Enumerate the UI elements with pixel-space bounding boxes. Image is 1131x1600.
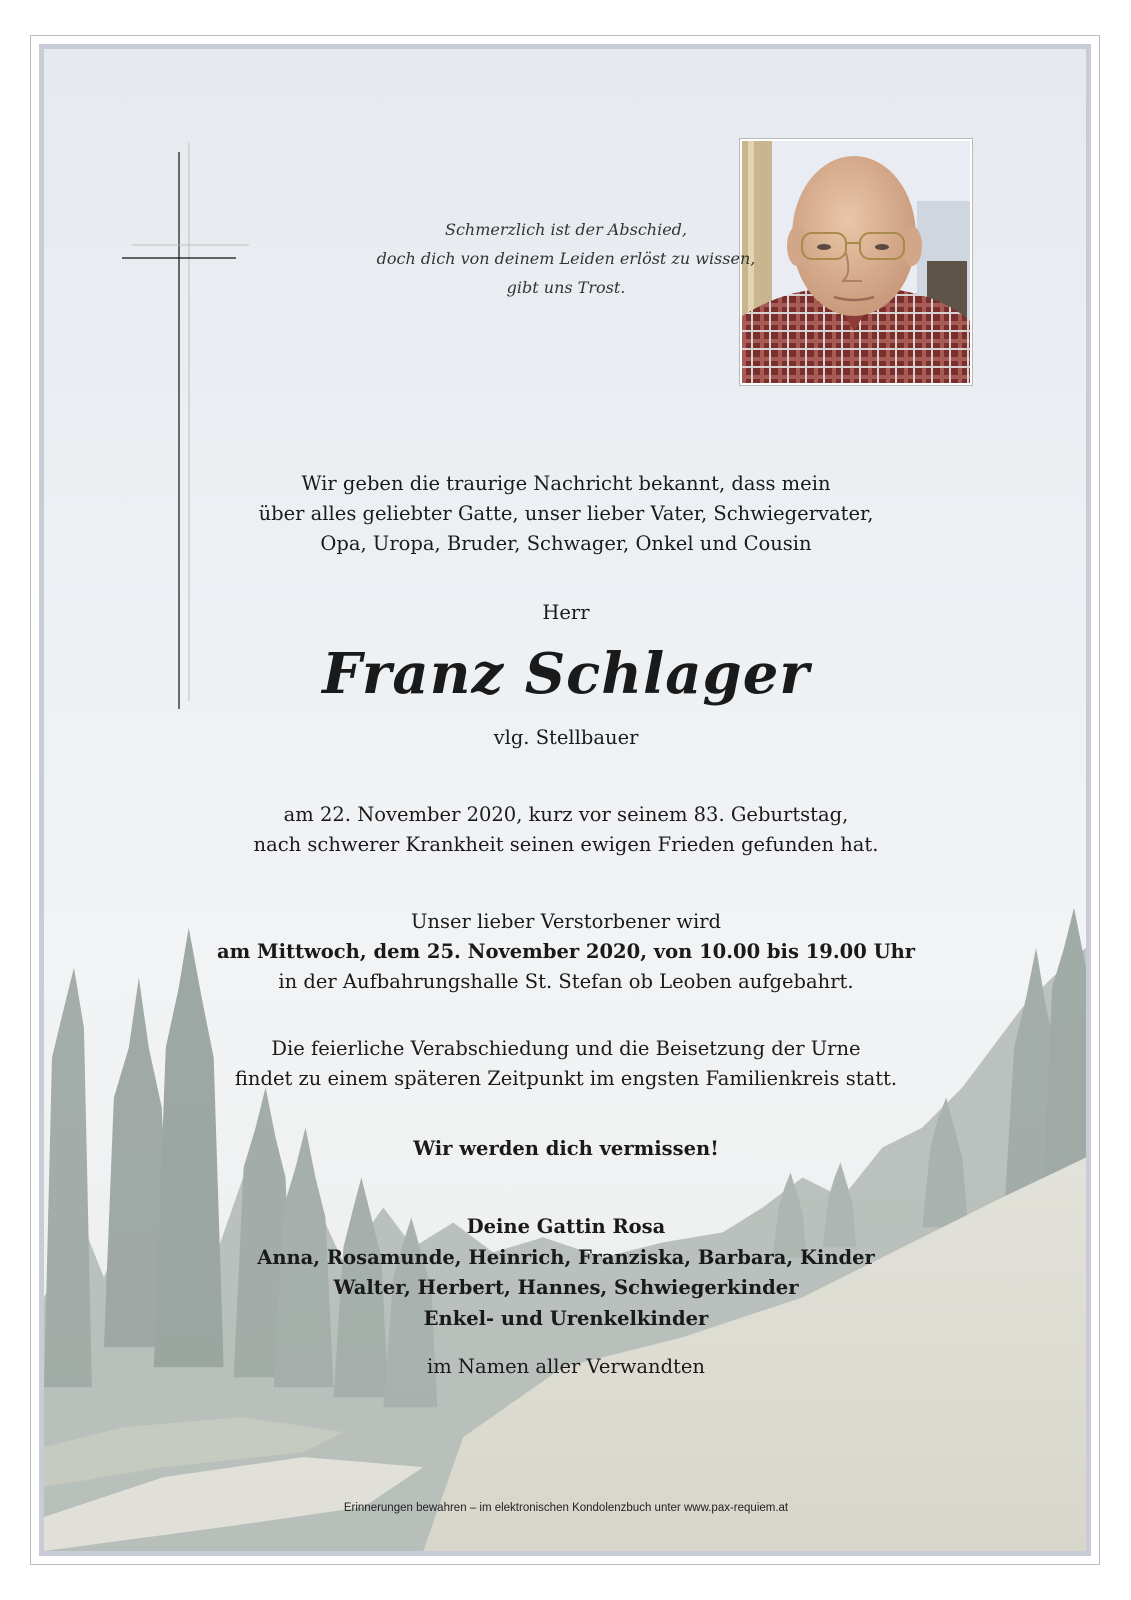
viewing-date: am Mittwoch, dem 25. November 2020, von 10.00 bis 19.00 Uhr — [216, 940, 916, 963]
motto-line: gibt uns Trost. — [506, 278, 626, 297]
viewing-info — [44, 907, 1088, 997]
farewell-line: Die feierliche Verabschiedung und die Beisetzung der Urne — [271, 1037, 861, 1060]
death-notice — [44, 800, 1088, 860]
closing-line: im Namen aller Verwandten — [426, 1355, 705, 1378]
death-notice-line: nach schwerer Krankheit seinen ewigen Frieden gefunden hat. — [253, 833, 879, 856]
motto-line: Schmerzlich ist der Abschied, — [444, 220, 687, 239]
intro-text — [44, 469, 1088, 559]
footer-note: Erinnerungen bewahren – im elektronischen Kondolenzbuch unter www.pax-requiem.at — [343, 1502, 789, 1514]
card — [39, 44, 1091, 1556]
miss-you-line: Wir werden dich vermissen! — [413, 1137, 719, 1160]
intro-line: Opa, Uropa, Bruder, Schwager, Onkel und Cousin — [320, 532, 812, 555]
vulgo-name: vlg. Stellbauer — [493, 726, 639, 749]
family-list — [44, 1212, 1088, 1334]
deceased-name: Franz Schlager — [322, 641, 810, 707]
viewing-line: Unser lieber Verstorbener wird — [410, 910, 722, 933]
viewing-line: in der Aufbahrungshalle St. Stefan ob Leoben aufgebahrt. — [278, 970, 854, 993]
family-line: Anna, Rosamunde, Heinrich, Franziska, Barbara, Kinder — [257, 1245, 875, 1269]
farewell-line: findet zu einem späteren Zeitpunkt im engsten Familienkreis statt. — [234, 1067, 898, 1090]
motto-line: doch dich von deinem Leiden erlöst zu wissen, — [376, 249, 756, 268]
salutation: Herr — [542, 601, 590, 624]
intro-line: Wir geben die traurige Nachricht bekannt, dass mein — [301, 472, 831, 495]
motto — [44, 215, 1088, 302]
intro-line: über alles geliebter Gatte, unser lieber Vater, Schwiegervater, — [258, 502, 874, 525]
family-line: Walter, Herbert, Hannes, Schwiegerkinder — [333, 1276, 799, 1299]
family-line: Deine Gattin Rosa — [466, 1215, 666, 1238]
death-notice-line: am 22. November 2020, kurz vor seinem 83. Geburtstag, — [283, 803, 849, 826]
farewell-info — [44, 1034, 1088, 1094]
page-frame — [30, 35, 1100, 1565]
family-line: Enkel- und Urenkelkinder — [423, 1306, 709, 1330]
